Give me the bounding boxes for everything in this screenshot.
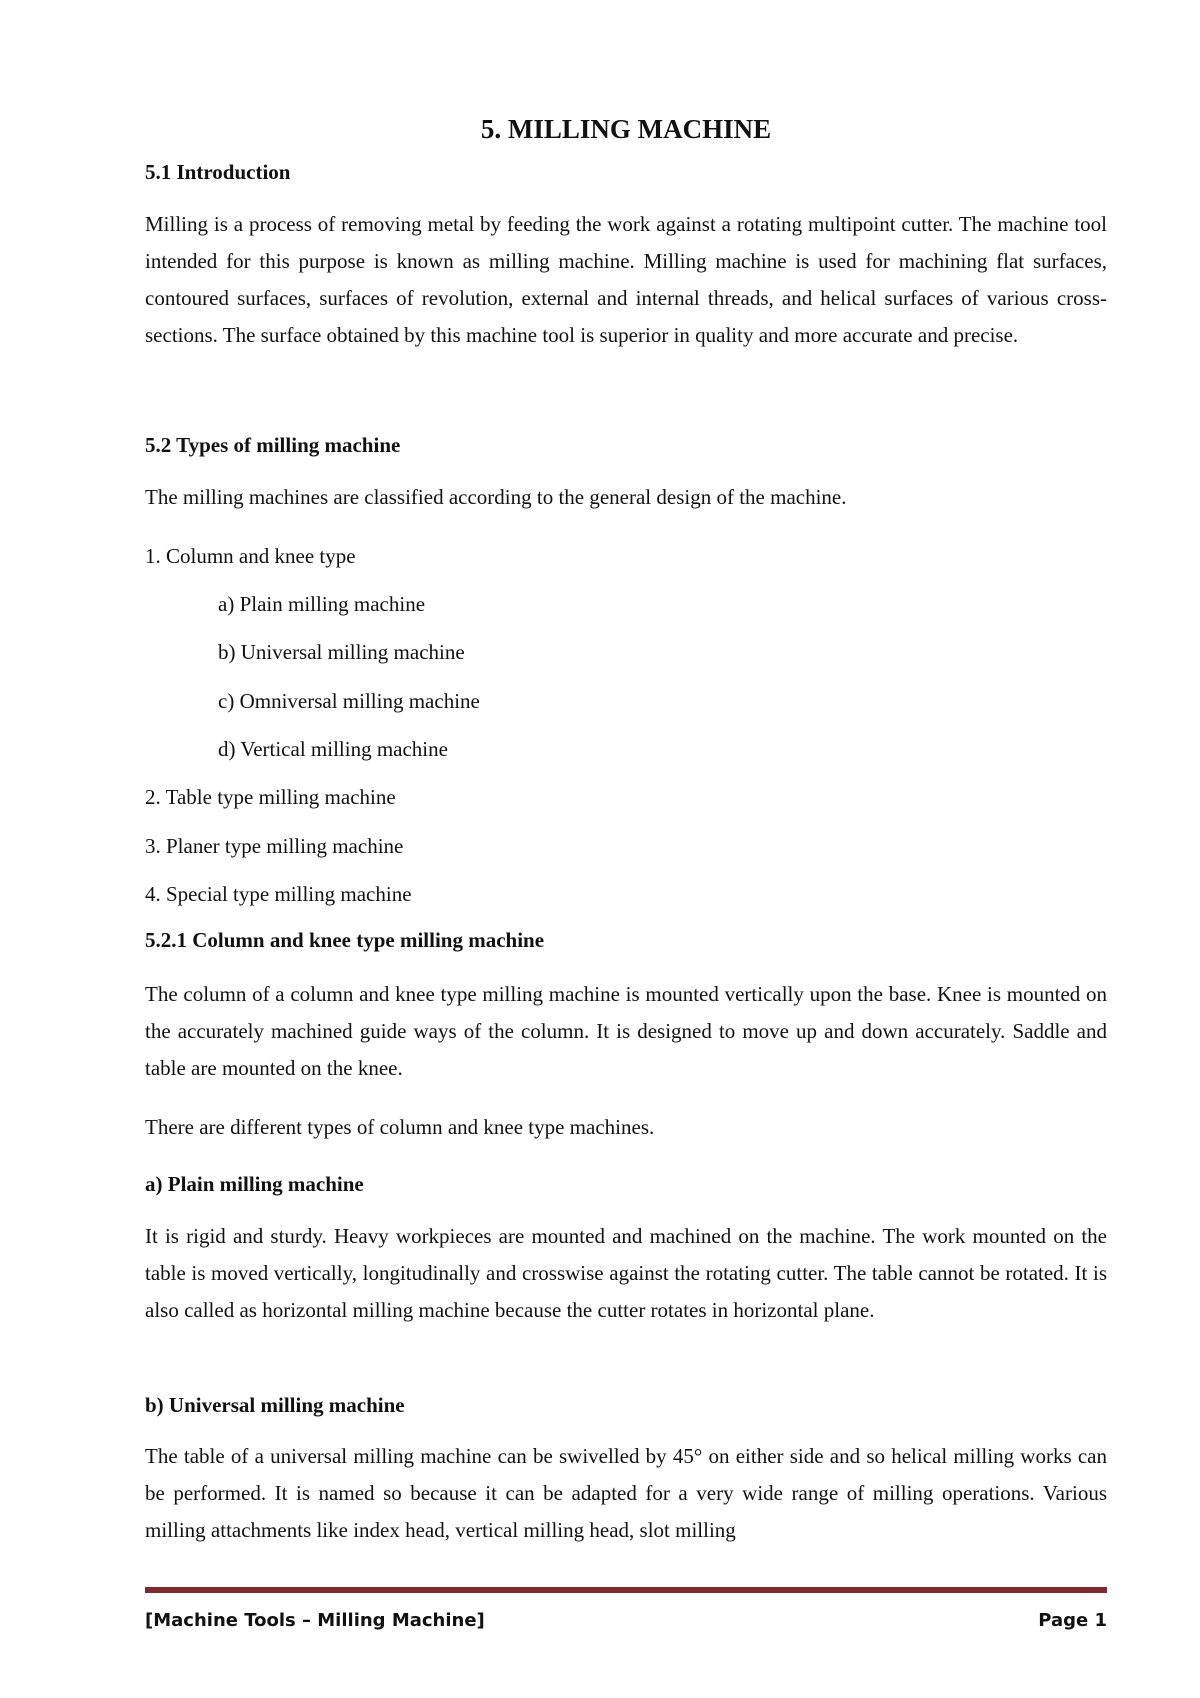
heading-universal-milling-machine: b) Universal milling machine <box>145 1393 405 1417</box>
paragraph-introduction: Milling is a process of removing metal by feeding the work against a rotating multipoint cutter. The machine tool intended for this purpose is known as milling machine. Milling machine is used for machining flat surfaces, contoured surfaces, surfaces of revolution, external and internal threads, and helical surfaces of various cross-sections. The surface obtained by this machine tool is superior in quality and more accurate and precise. <box>145 212 1107 347</box>
list-item: d) Vertical milling machine <box>218 737 448 761</box>
document-title: 5. MILLING MACHINE <box>480 114 772 144</box>
heading-column-and-knee-type: 5.2.1 Column and knee type milling machine <box>145 928 545 952</box>
list-item: a) Plain milling machine <box>218 592 426 616</box>
paragraph-column-and-knee: The column of a column and knee type milling machine is mounted vertically upon the base. Knee is mounted on the accurately machined guide ways of the column. It is designed to move up and down accurately. Saddle and table are mounted on the knee. <box>145 982 1107 1080</box>
list-item: c) Omniversal milling machine <box>218 689 480 713</box>
list-item: b) Universal milling machine <box>218 640 465 664</box>
footer-title: [Machine Tools – Milling Machine] <box>145 1610 485 1631</box>
list-item: 1. Column and knee type <box>145 544 356 568</box>
heading-types-of-milling-machine: 5.2 Types of milling machine <box>145 433 401 457</box>
heading-plain-milling-machine: a) Plain milling machine <box>145 1172 364 1196</box>
document-page <box>145 0 1107 1698</box>
footer-rule <box>145 1587 1107 1593</box>
heading-introduction: 5.1 Introduction <box>145 160 291 184</box>
list-item: 4. Special type milling machine <box>145 882 412 906</box>
list-item: 3. Planer type milling machine <box>145 834 404 858</box>
list-item: 2. Table type milling machine <box>145 785 396 809</box>
paragraph-universal-milling-machine: The table of a universal milling machine can be swivelled by 45° on either side and so helical milling works can be performed. It is named so because it can be adapted for a very wide range of milling operations. Various milling attachments like index head, vertical milling head, slot milling <box>145 1444 1107 1542</box>
paragraph-types-intro: The milling machines are classified according to the general design of the machine. <box>145 485 847 509</box>
page-number: Page 1 <box>1038 1610 1107 1631</box>
paragraph-column-types: There are different types of column and knee type machines. <box>145 1115 655 1139</box>
paragraph-plain-milling-machine: It is rigid and sturdy. Heavy workpieces are mounted and machined on the machine. The work mounted on the table is moved vertically, longitudinally and crosswise against the rotating cutter. The table cannot be rotated. It is also called as horizontal milling machine because the cutter rotates in horizontal plane. <box>145 1224 1107 1322</box>
